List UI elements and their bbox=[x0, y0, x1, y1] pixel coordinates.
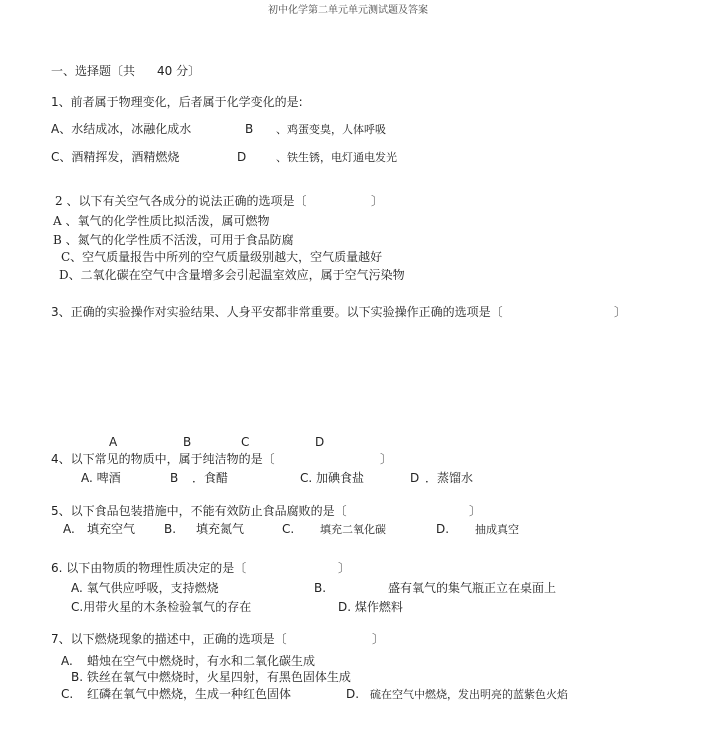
q1-option-d-text: 、铁生锈，电灯通电发光 bbox=[276, 151, 397, 164]
q5-option-c-text: 填充二氧化碳 bbox=[320, 523, 386, 536]
q7-option-a-letter: A. bbox=[61, 654, 73, 668]
q5-option-b-text: 填充氮气 bbox=[196, 522, 245, 536]
q5-option-b-letter: B. bbox=[164, 522, 177, 536]
q5-option-d-text: 抽成真空 bbox=[475, 523, 519, 536]
q1-stem: 1、前者属于物理变化，后者属于化学变化的是: bbox=[51, 95, 303, 109]
q4-close-paren: 〕 bbox=[380, 452, 393, 466]
q1-option-c: C、酒精挥发，酒精燃烧 bbox=[51, 150, 180, 164]
q7-option-c-letter: C. bbox=[61, 687, 74, 701]
q6-close-paren: 〕 bbox=[338, 561, 351, 575]
section-points: 40 分〕 bbox=[157, 64, 201, 78]
q4-stem: 4、以下常见的物质中，属于纯洁物的是〔 bbox=[51, 452, 275, 466]
q7-option-d-text: 硫在空气中燃烧，发出明亮的蓝紫色火焰 bbox=[370, 688, 568, 701]
q3-close-paren: 〕 bbox=[614, 305, 627, 319]
q2-close-paren: 〕 bbox=[371, 194, 384, 208]
q4-option-d-letter: D bbox=[410, 471, 420, 485]
q7-option-c-text: 红磷在氧气中燃烧，生成一种红色固体 bbox=[87, 687, 292, 701]
q3-image-label-c: C bbox=[241, 435, 250, 449]
q4-option-d-text: ．蒸馏水 bbox=[425, 471, 474, 485]
q1-option-b-letter: B bbox=[245, 122, 254, 136]
q6-stem: 6. 以下由物质的物理性质决定的是〔 bbox=[51, 561, 247, 575]
q3-image-label-a: A bbox=[109, 435, 118, 449]
q7-option-a-text: 蜡烛在空气中燃烧时，有水和二氧化碳生成 bbox=[87, 654, 316, 668]
q5-option-c-letter: C. bbox=[282, 522, 295, 536]
q5-close-paren: 〕 bbox=[469, 504, 482, 518]
q5-stem: 5、以下食品包装措施中，不能有效防止食品腐败的是〔 bbox=[51, 504, 347, 518]
q4-option-b-text: ．食醋 bbox=[192, 471, 229, 485]
q6-option-a: A. 氧气供应呼吸，支持燃烧 bbox=[71, 581, 219, 595]
q1-option-b-text: 、鸡蛋变臭，人体呼吸 bbox=[276, 123, 386, 136]
q6-option-b-letter: B. bbox=[314, 581, 327, 595]
q7-close-paren: 〕 bbox=[372, 632, 385, 646]
q6-option-d: D. 煤作燃料 bbox=[338, 600, 403, 614]
q5-option-d-letter: D. bbox=[436, 522, 450, 536]
q2-option-d: D、二氧化碳在空气中含量增多会引起温室效应，属于空气污染物 bbox=[59, 268, 405, 282]
q6-option-c: C.用带火星的木条检验氧气的存在 bbox=[71, 600, 252, 614]
page-header-title: 初中化学第二单元单元测试题及答案 bbox=[268, 5, 428, 16]
q3-image-label-b: B bbox=[183, 435, 192, 449]
q2-option-b: B 、氮气的化学性质不活泼，可用于食品防腐 bbox=[53, 233, 294, 247]
q7-stem: 7、以下燃烧现象的描述中，正确的选项是〔 bbox=[51, 632, 287, 646]
q1-option-a: A、水结成冰，冰融化成水 bbox=[51, 122, 192, 136]
q5-option-a-text: 填充空气 bbox=[87, 522, 136, 536]
q5-option-a-letter: A. bbox=[63, 522, 75, 536]
q2-option-c: C、空气质量报告中所列的空气质量级别越大，空气质量越好 bbox=[61, 250, 383, 264]
q3-stem: 3、正确的实验操作对实验结果、人身平安都非常重要。以下实验操作正确的选项是〔 bbox=[51, 305, 503, 319]
section-heading: 一、选择题〔共 bbox=[51, 64, 136, 78]
q1-option-d-letter: D bbox=[237, 150, 247, 164]
q2-option-a: A 、氧气的化学性质比拟活泼，属可燃物 bbox=[53, 214, 270, 228]
q3-image-label-d: D bbox=[315, 435, 325, 449]
q4-option-b-letter: B bbox=[170, 471, 179, 485]
q7-option-b: B. 铁丝在氧气中燃烧时，火星四射，有黑色固体生成 bbox=[71, 670, 351, 684]
q7-option-d-letter: D. bbox=[346, 687, 360, 701]
q6-option-b-text: 盛有氧气的集气瓶正立在桌面上 bbox=[388, 581, 557, 595]
q4-option-a: A. 啤酒 bbox=[81, 471, 121, 485]
q2-stem: 2 、以下有关空气各成分的说法正确的选项是〔 bbox=[55, 194, 307, 208]
q4-option-c: C. 加碘食盐 bbox=[300, 471, 365, 485]
